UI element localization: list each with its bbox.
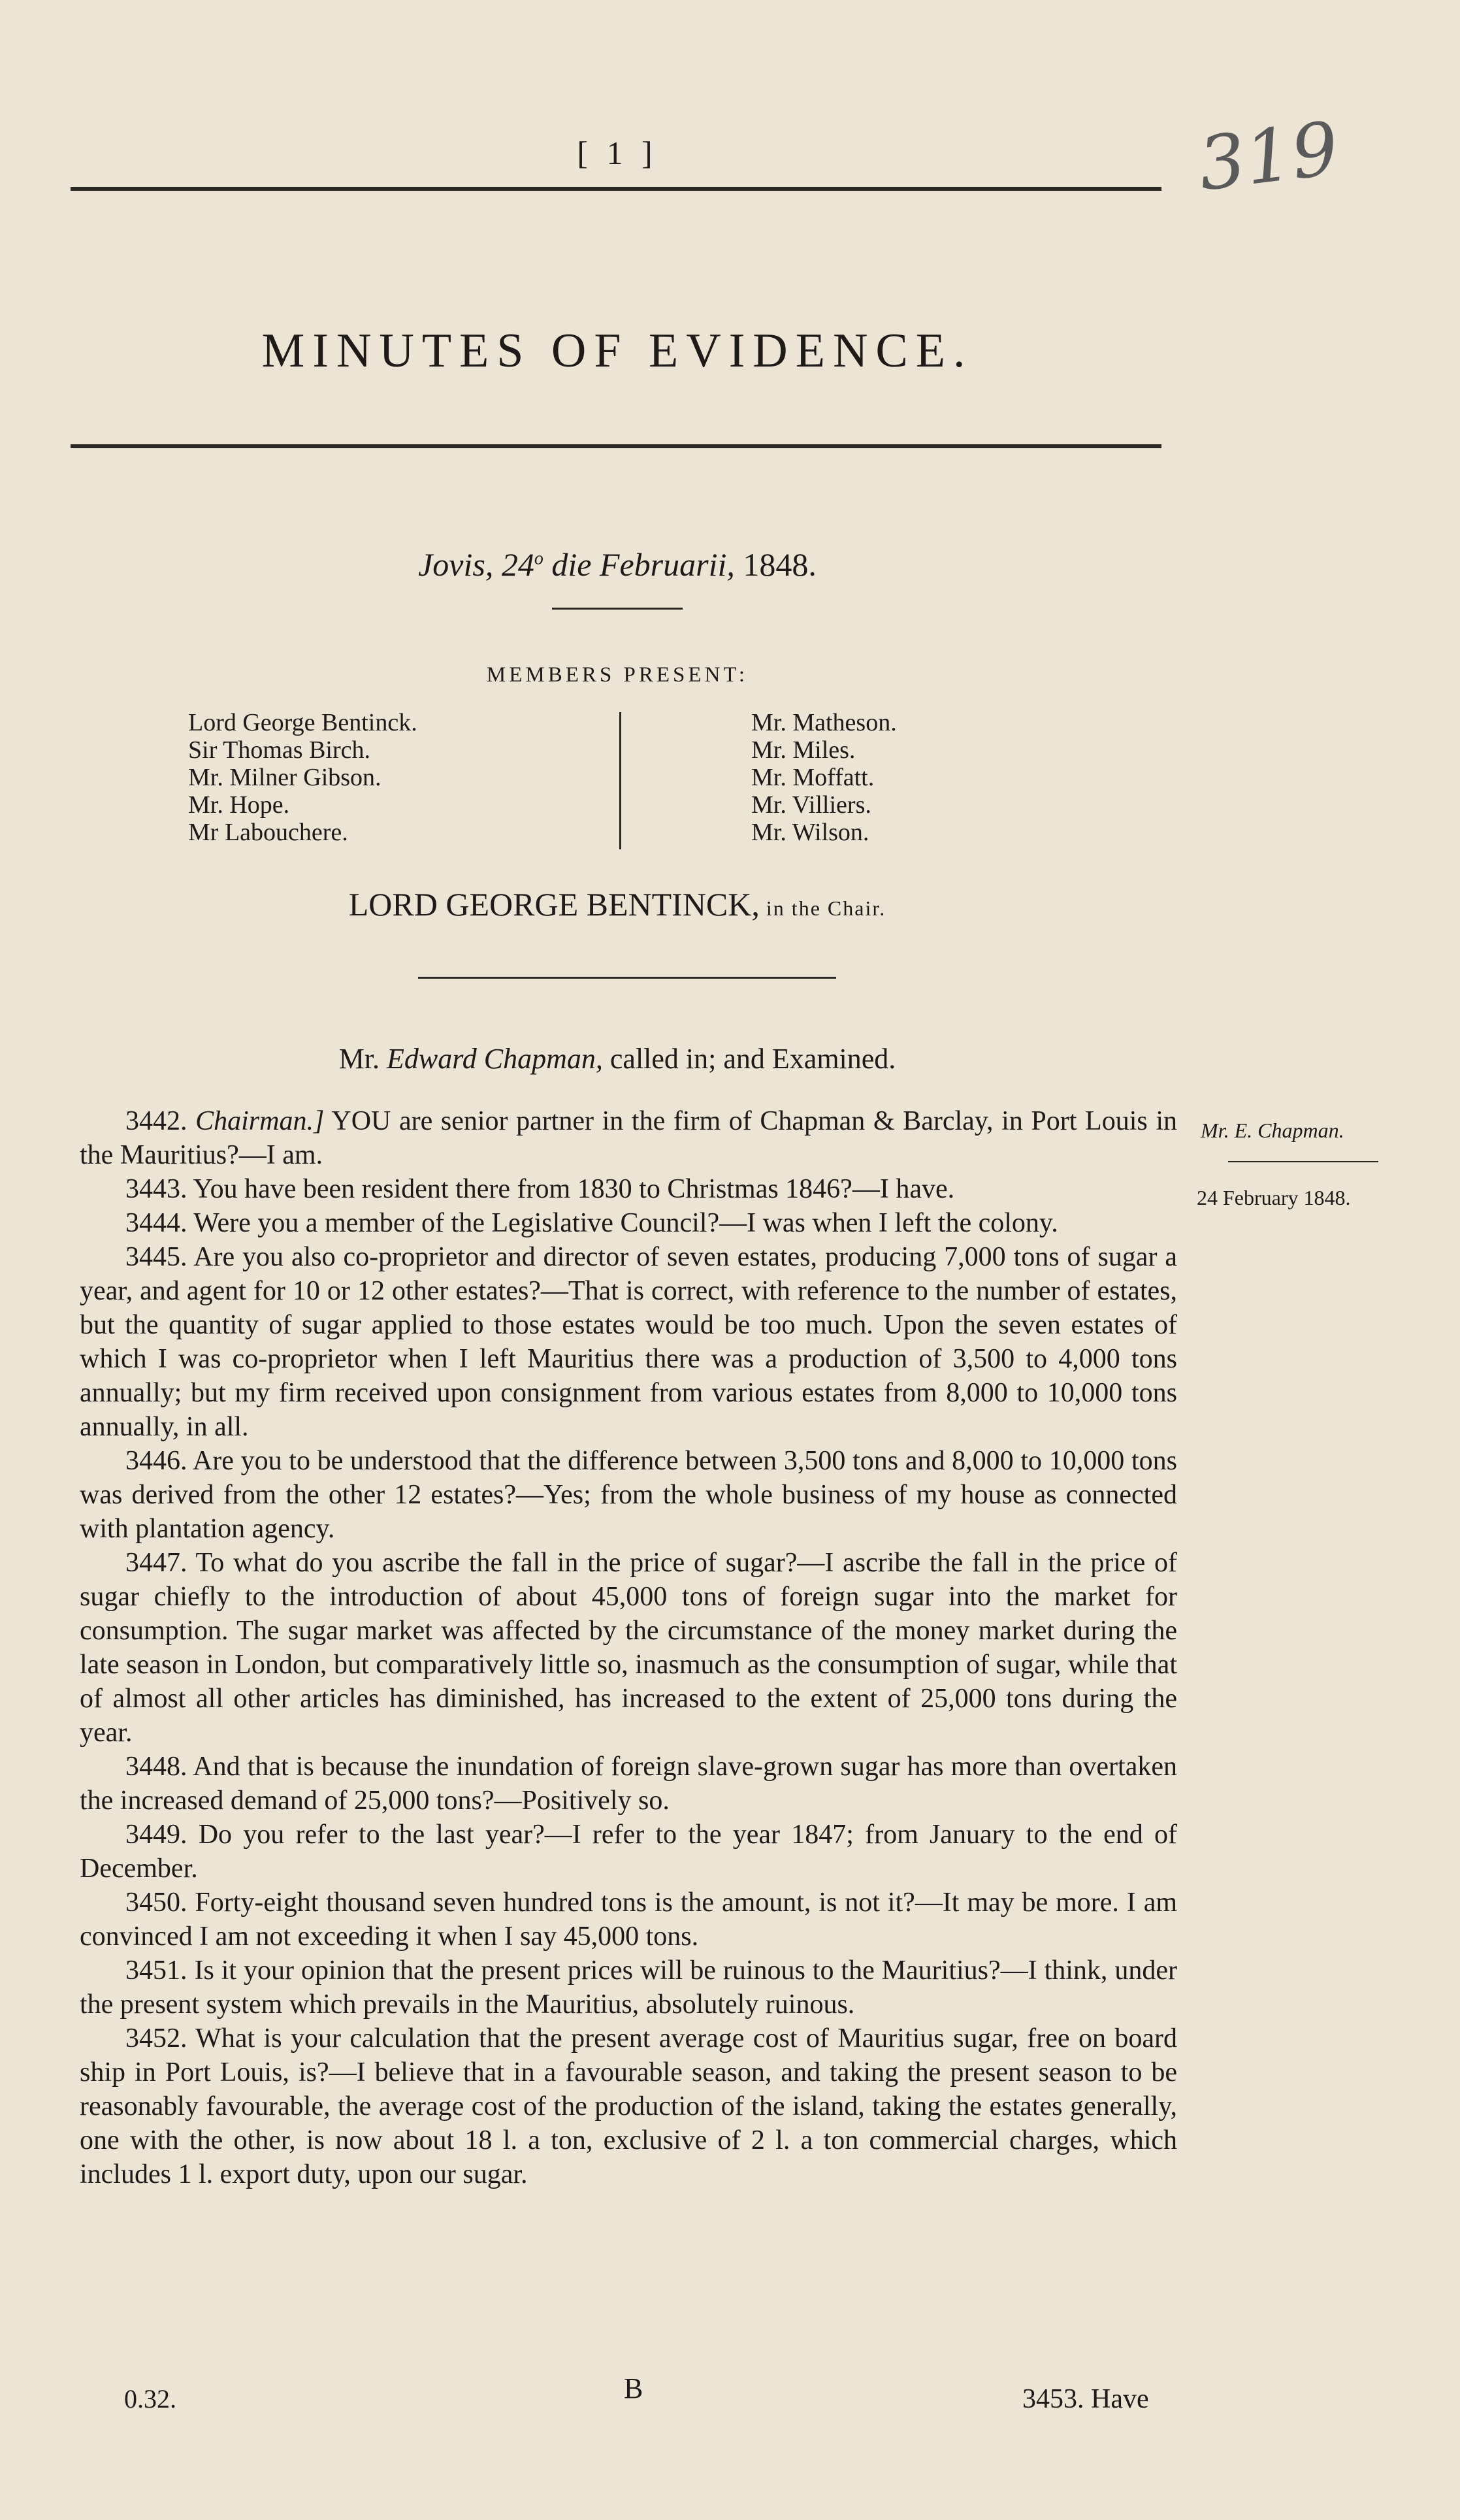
members-heading: MEMBERS PRESENT: (486, 663, 749, 687)
member-name: Mr. Milner Gibson. (188, 764, 381, 791)
question-text: Is it your opinion that the present prices will be ruinous to the Mauritius?—I think, under the present system which prevails in the Mauritius, absolutely ruinous. (80, 1955, 1178, 2020)
question-number: 3442. (125, 1106, 187, 1136)
header-rule (71, 187, 1161, 191)
members-left-column (188, 709, 417, 846)
question-text: To what do you ascribe the fall in the price of sugar?—I ascribe the fall in the price of sugar chiefly to the introduction of about 45,000 tons of foreign sugar into the market for consumption. The sugar market was affected by the circumstance of the money market during the late season in London, but comparatively little so, inasmuch as the consumption of sugar, while that of almost all other articles has diminished, has increased to the extent of 25,000 tons during the year. (80, 1548, 1177, 1748)
question-paragraph (80, 1954, 1177, 2021)
witness-name: Edward Chapman, (387, 1043, 603, 1075)
session-date (0, 546, 1235, 583)
witness-suffix: called in; and Examined. (609, 1043, 896, 1075)
member-name: Mr. Moffatt. (751, 764, 875, 791)
member-name: Mr. Matheson. (751, 709, 897, 736)
evidence-body (80, 1104, 1177, 2191)
question-paragraph (80, 1172, 1177, 1206)
question-paragraph (80, 1818, 1177, 1886)
member-name: Lord George Bentinck. (188, 709, 417, 736)
date-prefix: Jovis, 24 (418, 546, 534, 583)
question-text: Do you refer to the last year?—I refer to the year 1847; from January to the end of December. (80, 1820, 1177, 1884)
question-number: 3443. (125, 1174, 187, 1204)
footer-signature-mark: B (624, 2372, 643, 2404)
question-paragraph (80, 1104, 1177, 1172)
question-text: What is your calculation that the present average cost of Mauritius sugar, free on board ship in Port Louis, is?—I believe that in a favourable season, and taking the present season to be reasonably favourable, the average cost of the production of the island, taking the estates generally, one with the other, is now about 18 l. a ton, exclusive of 2 l. a ton commercial charges, which includes 1 l. export duty, upon our sugar. (80, 2023, 1177, 2189)
page-number: [ 1 ] (577, 135, 658, 171)
question-number: 3452. (125, 2023, 187, 2054)
question-text: YOU are senior partner in the firm of Chapman & Barclay, in Port Louis in the Mauritius?—I am. (80, 1106, 1177, 1170)
question-text: Are you also co-proprietor and director of seven estates, producing 7,000 tons of sugar a year, and agent for 10 or 12 other estates?—That is correct, with reference to the number of estates, but the quantity of sugar applied to those estates would be too much. Upon the seven estates of which I was co-proprietor when I left Mauritius there was a production of 3,500 to 4,000 tons annually; but my firm received upon consignment from various estates from 8,000 to 10,000 tons annually, in all. (80, 1242, 1177, 1442)
question-text: Are you to be understood that the difference between 3,500 tons and 8,000 to 10,000 tons was derived from the other 12 estates?—Yes; from the whole business of my house as connected with plantation agency. (80, 1446, 1177, 1544)
question-paragraph (80, 1886, 1177, 1954)
question-number: 3451. (125, 1955, 187, 1986)
question-number: 3444. (125, 1208, 187, 1238)
members-divider (619, 712, 621, 849)
margin-rule (1228, 1161, 1378, 1162)
question-paragraph (80, 2021, 1177, 2191)
footer-catchword: 3453. Have (1022, 2384, 1149, 2414)
handwritten-folio-number: 319 (1193, 106, 1343, 208)
chair-name: LORD GEORGE BENTINCK, (348, 886, 760, 923)
witness-prefix: Mr. (338, 1043, 380, 1075)
question-number: 3450. (125, 1888, 187, 1918)
title-rule (71, 444, 1161, 448)
members-right-column (751, 709, 897, 846)
question-number: 3445. (125, 1242, 187, 1272)
page-title: MINUTES OF EVIDENCE. (261, 324, 973, 378)
member-name: Mr. Villiers. (751, 791, 871, 819)
margin-date: 24 February 1848. (1197, 1186, 1351, 1209)
date-latin: die Februarii, (543, 546, 735, 583)
question-paragraph (80, 1750, 1177, 1818)
question-number: 3447. (125, 1548, 187, 1578)
question-text: And that is because the inundation of foreign slave-grown sugar has more than overtaken the increased demand of 25,000 tons?—Positively so. (80, 1752, 1177, 1816)
member-name: Sir Thomas Birch. (188, 736, 371, 764)
question-paragraph (80, 1206, 1177, 1240)
question-number: 3448. (125, 1752, 187, 1782)
member-name: Mr Labouchere. (188, 819, 348, 846)
question-number: 3449. (125, 1820, 187, 1850)
date-superscript: o (534, 548, 543, 569)
chair-line (0, 885, 1235, 923)
date-rule (552, 608, 683, 610)
question-speaker: Chairman.] (195, 1106, 325, 1136)
question-text: Forty-eight thousand seven hundred tons is the amount, is not it?—It may be more. I am convinced I am not exceeding it when I say 45,000 tons. (80, 1888, 1177, 1952)
question-paragraph (80, 1444, 1177, 1546)
question-text: Were you a member of the Legislative Council?—I was when I left the colony. (193, 1208, 1058, 1238)
date-year: 1848. (734, 546, 817, 583)
member-name: Mr. Miles. (751, 736, 856, 764)
member-name: Mr. Hope. (188, 791, 290, 819)
question-paragraph (80, 1546, 1177, 1750)
question-text: You have been resident there from 1830 to Christmas 1846?—I have. (193, 1174, 955, 1204)
margin-witness-name: Mr. E. Chapman. (1201, 1119, 1344, 1142)
question-number: 3446. (125, 1446, 187, 1476)
witness-line (0, 1042, 1235, 1075)
chair-rule (418, 977, 836, 979)
member-name: Mr. Wilson. (751, 819, 869, 846)
footer-sheet-number: 0.32. (124, 2384, 176, 2414)
question-paragraph (80, 1240, 1177, 1444)
chair-suffix: in the Chair. (766, 896, 886, 920)
